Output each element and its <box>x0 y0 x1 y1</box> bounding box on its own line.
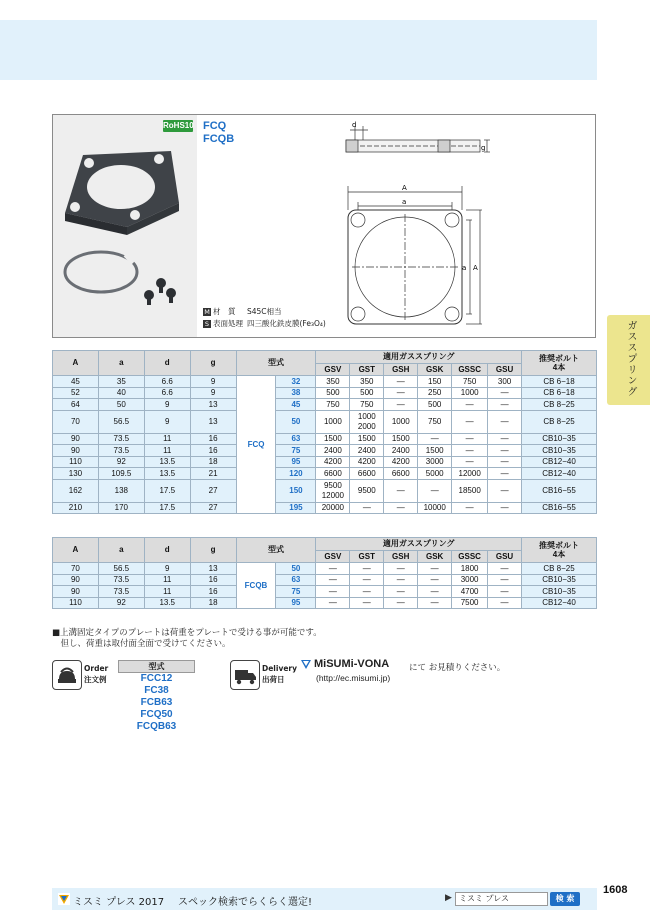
cell-g: 16 <box>190 433 236 445</box>
col-header-gsk: GSK <box>418 364 452 376</box>
model-name-fcqb: FCQB <box>203 133 235 145</box>
cell-A: 130 <box>53 468 99 480</box>
cell-spring-gst: 6600 <box>350 468 384 480</box>
cell-bolt: CB 6−18 <box>522 376 597 388</box>
order-label-jp: 注文例 <box>84 675 107 684</box>
cell-d: 11 <box>144 574 190 586</box>
cell-g: 13 <box>190 563 236 575</box>
col-header-d: d <box>144 351 190 376</box>
cell-spring-gsv: 9500 12000 <box>316 479 350 502</box>
note-line-2: 但し、荷重は取付面全面で受けてください。 <box>52 639 231 649</box>
col-header-gssc: GSSC <box>452 364 488 376</box>
cell-d: 6.6 <box>144 387 190 399</box>
col-header-gssc: GSSC <box>452 551 488 563</box>
cell-d: 11 <box>144 445 190 457</box>
cell-bolt: CB 8−25 <box>522 410 597 433</box>
cell-size: 95 <box>276 456 316 468</box>
cell-spring-gsk: 10000 <box>418 502 452 514</box>
col-header-A: A <box>53 538 99 563</box>
cell-spring-gsv: 1000 <box>316 410 350 433</box>
cell-spring-gst: — <box>350 574 384 586</box>
cell-d: 6.6 <box>144 376 190 388</box>
cell-spring-gsu: — <box>488 586 522 598</box>
footer-search-input[interactable]: ミスミ プレス <box>455 892 548 906</box>
cell-size: 32 <box>276 376 316 388</box>
cell-a: 40 <box>98 387 144 399</box>
cell-spring-gsu: — <box>488 433 522 445</box>
cell-spring-gsu: — <box>488 563 522 575</box>
col-header-gsh: GSH <box>384 551 418 563</box>
cell-spring-gsu: — <box>488 387 522 399</box>
cell-a: 73.5 <box>98 574 144 586</box>
cell-bolt: CB12−40 <box>522 597 597 609</box>
cell-spring-gsh: 1000 <box>384 410 418 433</box>
cell-a: 56.5 <box>98 563 144 575</box>
cell-d: 17.5 <box>144 502 190 514</box>
cell-A: 210 <box>53 502 99 514</box>
cell-bolt: CB10−35 <box>522 574 597 586</box>
footer-arrow-icon: ▶ <box>445 893 452 903</box>
cell-spring-gssc: — <box>452 456 488 468</box>
col-header-gst: GST <box>350 364 384 376</box>
footer-tagline: スペック検索でらくらく選定! <box>178 897 313 908</box>
col-header-springs: 適用ガススプリング <box>316 538 522 551</box>
cell-a: 73.5 <box>98 433 144 445</box>
cell-spring-gst: — <box>350 563 384 575</box>
cell-spring-gsh: — <box>384 399 418 411</box>
table-row <box>53 445 597 457</box>
cell-spring-gsv: 1500 <box>316 433 350 445</box>
cell-spring-gsu: — <box>488 502 522 514</box>
cell-bolt: CB10−35 <box>522 586 597 598</box>
cell-g: 27 <box>190 479 236 502</box>
cell-spring-gst: 4200 <box>350 456 384 468</box>
product-photo <box>53 115 197 337</box>
cell-spring-gsk: 3000 <box>418 456 452 468</box>
spec-table-fcqb <box>52 537 597 609</box>
cell-d: 13.5 <box>144 468 190 480</box>
cell-A: 45 <box>53 376 99 388</box>
cell-a: 170 <box>98 502 144 514</box>
cell-size: 50 <box>276 410 316 433</box>
delivery-instruction: にて お見積りください。 <box>409 663 506 673</box>
cell-spring-gsv: — <box>316 597 350 609</box>
cell-spring-gsv: 750 <box>316 399 350 411</box>
delivery-label-jp: 出荷日 <box>262 675 285 684</box>
col-header-gsk: GSK <box>418 551 452 563</box>
order-example-item: FCB63 <box>140 697 173 708</box>
col-header-gsh: GSH <box>384 364 418 376</box>
cell-spring-gsu: — <box>488 597 522 609</box>
cell-spring-gssc: 750 <box>452 376 488 388</box>
cell-bolt: CB 8−25 <box>522 563 597 575</box>
cell-spring-gsv: 4200 <box>316 456 350 468</box>
table-row <box>53 479 597 502</box>
dim-label-A: A <box>402 184 407 192</box>
cell-g: 21 <box>190 468 236 480</box>
cell-size: 150 <box>276 479 316 502</box>
col-header-gst: GST <box>350 551 384 563</box>
cell-A: 110 <box>53 456 99 468</box>
cell-spring-gsh: — <box>384 563 418 575</box>
cell-spring-gst: 350 <box>350 376 384 388</box>
misumi-logo-icon <box>58 893 70 905</box>
col-header-model: 型式 <box>236 538 316 563</box>
model-name-fcq: FCQ <box>203 120 227 132</box>
cell-a: 92 <box>98 597 144 609</box>
cell-spring-gst: 1000 2000 <box>350 410 384 433</box>
order-example-item: FC38 <box>144 685 169 696</box>
cell-spring-gst: 9500 <box>350 479 384 502</box>
col-header-g: g <box>190 351 236 376</box>
cell-g: 16 <box>190 586 236 598</box>
cell-A: 90 <box>53 445 99 457</box>
table-row <box>53 586 597 598</box>
cell-g: 9 <box>190 376 236 388</box>
table-row <box>53 456 597 468</box>
cell-spring-gsv: 350 <box>316 376 350 388</box>
cell-size: 63 <box>276 433 316 445</box>
cell-spring-gsv: — <box>316 563 350 575</box>
cell-size: 45 <box>276 399 316 411</box>
col-header-a: a <box>98 538 144 563</box>
cell-spring-gsh: 6600 <box>384 468 418 480</box>
material-spec: M 材 質 S45C相当 <box>204 307 282 316</box>
cell-A: 70 <box>53 563 99 575</box>
cell-d: 9 <box>144 399 190 411</box>
cell-spring-gssc: 3000 <box>452 574 488 586</box>
cell-d: 13.5 <box>144 597 190 609</box>
cell-bolt: CB16−55 <box>522 502 597 514</box>
cell-spring-gsk: 750 <box>418 410 452 433</box>
cell-size: 195 <box>276 502 316 514</box>
col-header-a: a <box>98 351 144 376</box>
cell-spring-gsv: 500 <box>316 387 350 399</box>
cell-size: 120 <box>276 468 316 480</box>
cell-bolt: CB10−35 <box>522 433 597 445</box>
spec-table-fcq <box>52 350 597 514</box>
cell-spring-gssc: 7500 <box>452 597 488 609</box>
cell-spring-gst: 2400 <box>350 445 384 457</box>
delivery-label-en: Delivery <box>262 664 298 673</box>
order-phone-icon <box>52 660 82 690</box>
cell-A: 90 <box>53 574 99 586</box>
cell-a: 73.5 <box>98 445 144 457</box>
cell-g: 16 <box>190 574 236 586</box>
cell-size: 63 <box>276 574 316 586</box>
cell-d: 11 <box>144 433 190 445</box>
delivery-truck-icon <box>230 660 260 690</box>
cell-spring-gssc: 18500 <box>452 479 488 502</box>
cell-spring-gsk: — <box>418 433 452 445</box>
cell-spring-gsv: — <box>316 586 350 598</box>
cell-g: 18 <box>190 456 236 468</box>
table-row <box>53 399 597 411</box>
order-header: 型式 <box>118 660 195 673</box>
cell-spring-gst: 1500 <box>350 433 384 445</box>
table-row <box>53 597 597 609</box>
cell-spring-gsu: — <box>488 456 522 468</box>
cell-a: 50 <box>98 399 144 411</box>
cell-spring-gssc: 4700 <box>452 586 488 598</box>
cell-spring-gsh: — <box>384 387 418 399</box>
rohs-badge: RoHS10 <box>163 121 194 130</box>
cell-size: 50 <box>276 563 316 575</box>
page-number: 1608 <box>603 884 628 896</box>
cell-spring-gsk: — <box>418 586 452 598</box>
cell-spring-gsv: 6600 <box>316 468 350 480</box>
cell-spring-gsh: 4200 <box>384 456 418 468</box>
cell-spring-gsu: — <box>488 410 522 433</box>
cell-A: 64 <box>53 399 99 411</box>
cell-spring-gsh: — <box>384 502 418 514</box>
cell-spring-gsh: — <box>384 479 418 502</box>
cell-spring-gssc: — <box>452 399 488 411</box>
cell-spring-gsh: — <box>384 574 418 586</box>
cell-spring-gsh: — <box>384 586 418 598</box>
order-example-item: FCQB63 <box>136 721 177 732</box>
cell-spring-gsk: 1500 <box>418 445 452 457</box>
footer-brand: ミスミ プレス 2017 <box>73 897 165 908</box>
category-side-tab-label: ガススプリング <box>625 320 636 397</box>
table-row <box>53 563 597 575</box>
header-band <box>0 20 597 80</box>
cell-d: 13.5 <box>144 456 190 468</box>
col-header-bolt: 推奨ボルト 4本 <box>522 351 597 376</box>
cell-spring-gsk: 150 <box>418 376 452 388</box>
col-header-A: A <box>53 351 99 376</box>
table-row <box>53 574 597 586</box>
cell-d: 17.5 <box>144 479 190 502</box>
cell-spring-gssc: — <box>452 445 488 457</box>
cell-A: 110 <box>53 597 99 609</box>
col-header-bolt: 推奨ボルト 4本 <box>522 538 597 563</box>
cell-g: 9 <box>190 387 236 399</box>
col-header-gsu: GSU <box>488 551 522 563</box>
cell-size: 38 <box>276 387 316 399</box>
cell-d: 9 <box>144 410 190 433</box>
misumi-vona-link[interactable]: MiSUMi-VONA <box>314 658 390 670</box>
product-photo-illustration <box>53 115 197 337</box>
col-header-g: g <box>190 538 236 563</box>
cell-spring-gsv: — <box>316 574 350 586</box>
cell-spring-gsk: — <box>418 479 452 502</box>
cell-spring-gsk: — <box>418 563 452 575</box>
cell-A: 52 <box>53 387 99 399</box>
cell-bolt: CB10−35 <box>522 445 597 457</box>
cell-spring-gsk: — <box>418 574 452 586</box>
cell-spring-gst: — <box>350 586 384 598</box>
cell-spring-gssc: 1000 <box>452 387 488 399</box>
cell-a: 109.5 <box>98 468 144 480</box>
cell-A: 162 <box>53 479 99 502</box>
table-row <box>53 433 597 445</box>
cell-d: 11 <box>144 586 190 598</box>
cell-spring-gsk: 500 <box>418 399 452 411</box>
cell-spring-gssc: 12000 <box>452 468 488 480</box>
col-header-springs: 適用ガススプリング <box>316 351 522 364</box>
cell-spring-gsu: — <box>488 445 522 457</box>
cell-model-name: FCQ <box>236 376 276 514</box>
technical-drawing <box>320 118 490 330</box>
dim-label-d: d <box>352 121 357 129</box>
cell-a: 56.5 <box>98 410 144 433</box>
cell-spring-gsv: 20000 <box>316 502 350 514</box>
col-header-d: d <box>144 538 190 563</box>
cell-bolt: CB 8−25 <box>522 399 597 411</box>
cell-spring-gsk: — <box>418 597 452 609</box>
cell-spring-gsu: — <box>488 574 522 586</box>
cell-spring-gsu: 300 <box>488 376 522 388</box>
cell-size: 75 <box>276 586 316 598</box>
cell-bolt: CB12−40 <box>522 456 597 468</box>
surface-icon: S <box>204 320 210 328</box>
cell-a: 73.5 <box>98 586 144 598</box>
cell-spring-gst: 500 <box>350 387 384 399</box>
cell-d: 9 <box>144 563 190 575</box>
col-header-gsv: GSV <box>316 551 350 563</box>
cell-spring-gsv: 2400 <box>316 445 350 457</box>
dim-label-g: g <box>481 144 486 152</box>
cell-g: 27 <box>190 502 236 514</box>
cell-bolt: CB16−55 <box>522 479 597 502</box>
cell-spring-gsh: 2400 <box>384 445 418 457</box>
cell-g: 13 <box>190 399 236 411</box>
material-icon: M <box>204 308 210 316</box>
cell-model-name: FCQB <box>236 563 276 609</box>
cell-spring-gsu: — <box>488 399 522 411</box>
surface-spec: S 表面処理 四三酸化鉄皮膜(Fe₃O₄) <box>204 319 326 328</box>
cell-g: 13 <box>190 410 236 433</box>
cell-spring-gsh: — <box>384 597 418 609</box>
dim-label-A-vertical: A <box>473 264 478 272</box>
cell-g: 16 <box>190 445 236 457</box>
table-row <box>53 410 597 433</box>
order-label-en: Order <box>84 664 109 673</box>
note-line-1: ■上溝固定タイプのプレートは荷重をプレートで受ける事が可能です。 <box>52 628 322 638</box>
cell-a: 35 <box>98 376 144 388</box>
col-header-model: 型式 <box>236 351 316 376</box>
cell-g: 18 <box>190 597 236 609</box>
cell-spring-gsk: 5000 <box>418 468 452 480</box>
dim-label-a-vertical: a <box>462 264 467 272</box>
table-row <box>53 502 597 514</box>
cell-spring-gst: 750 <box>350 399 384 411</box>
cell-spring-gst: — <box>350 502 384 514</box>
cell-bolt: CB 6−18 <box>522 387 597 399</box>
cell-A: 70 <box>53 410 99 433</box>
cell-spring-gsu: — <box>488 479 522 502</box>
cell-spring-gssc: 1800 <box>452 563 488 575</box>
cell-a: 138 <box>98 479 144 502</box>
cell-spring-gst: — <box>350 597 384 609</box>
dim-label-a: a <box>402 198 407 206</box>
cell-size: 75 <box>276 445 316 457</box>
table-row <box>53 468 597 480</box>
delivery-url[interactable]: (http://ec.misumi.jp) <box>316 673 391 683</box>
table-row <box>53 387 597 399</box>
cell-size: 95 <box>276 597 316 609</box>
misumi-vona-logo-icon <box>300 658 312 670</box>
cell-bolt: CB12−40 <box>522 468 597 480</box>
table-row <box>53 376 597 388</box>
footer-search-button[interactable]: 検 索 <box>550 892 580 906</box>
cell-spring-gssc: — <box>452 410 488 433</box>
cell-spring-gsu: — <box>488 468 522 480</box>
cell-a: 92 <box>98 456 144 468</box>
cell-A: 90 <box>53 433 99 445</box>
cell-spring-gsh: — <box>384 376 418 388</box>
cell-spring-gssc: — <box>452 433 488 445</box>
cell-spring-gssc: — <box>452 502 488 514</box>
cell-spring-gsh: 1500 <box>384 433 418 445</box>
cell-spring-gsk: 250 <box>418 387 452 399</box>
col-header-gsu: GSU <box>488 364 522 376</box>
order-example-item: FCC12 <box>140 673 173 684</box>
order-example-item: FCQ50 <box>140 709 173 720</box>
cell-A: 90 <box>53 586 99 598</box>
col-header-gsv: GSV <box>316 364 350 376</box>
